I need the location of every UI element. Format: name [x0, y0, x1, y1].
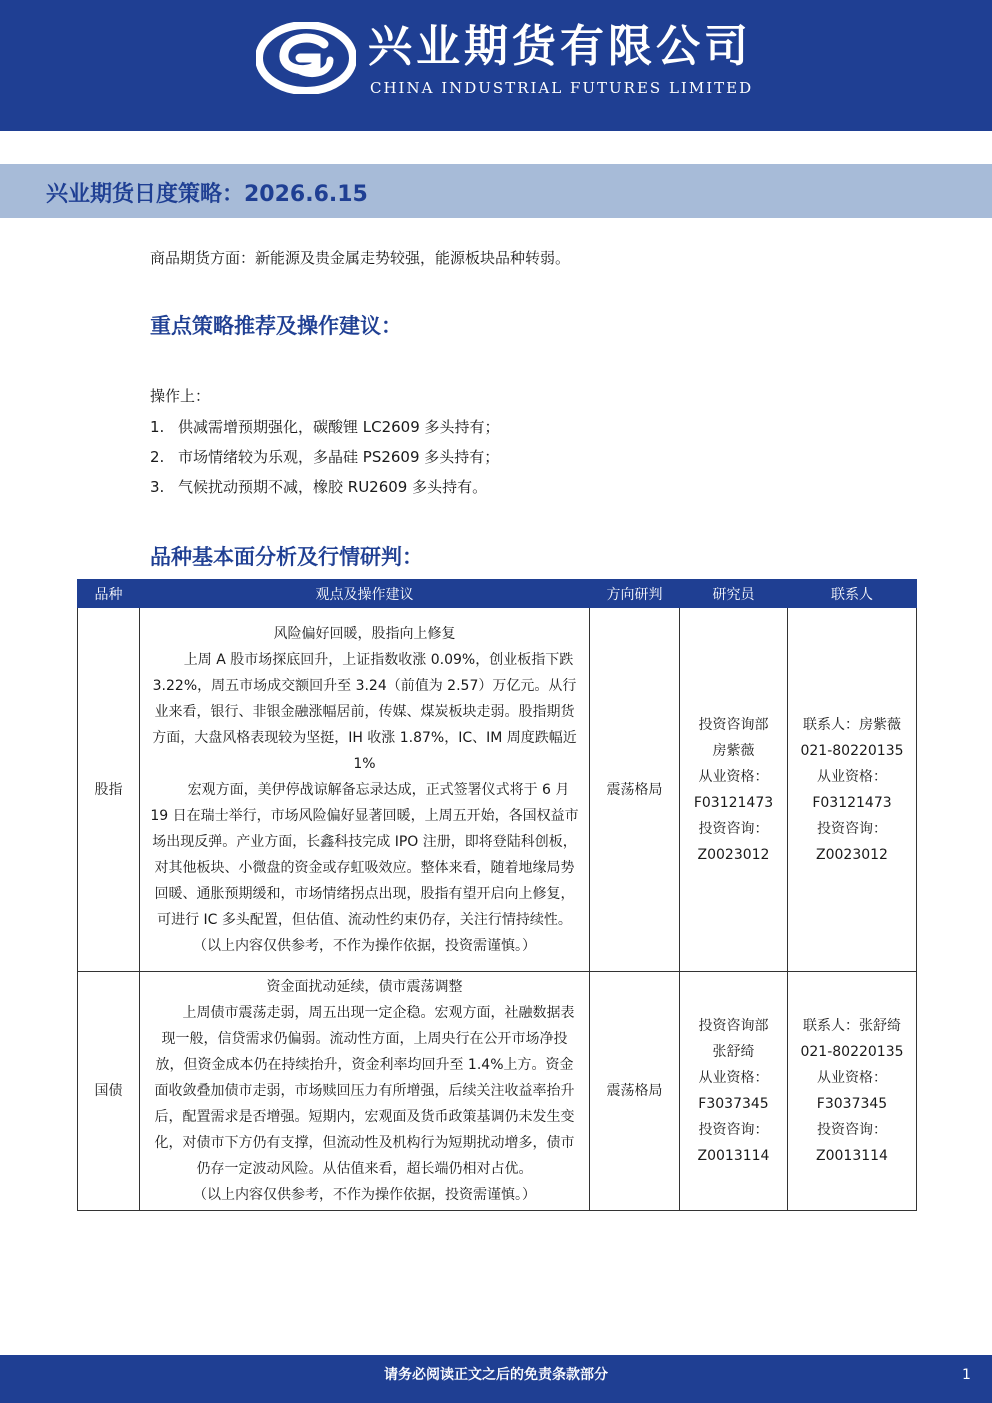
direction-cell: 震荡格局: [590, 972, 680, 1211]
footer-disclaimer: 请务必阅读正文之后的免责条款部分: [384, 1367, 608, 1383]
view-paragraph: 上周债市震荡走弱，周五出现一定企稳。宏观方面，社融数据表现一般，信贷需求仍偏弱。流动性方面，上周央行在公开市场净投放，但资金成本仍在持续抬升，资金利率均回升至 1.4%上方。资金面收敛叠加债市走弱，市场赎回压力有所增强，后续关注收益率抬升后，配置需求是否增强。短期内，宏观面及货币政策基调仍未发生变化，对债市下方仍有支撑，但流动性及机构行为短期扰动增多，债市仍存一定波动风险。从估值来看，超长端仍相对占优。: [154, 1005, 575, 1177]
brand-name-en: CHINA INDUSTRIAL FUTURES LIMITED: [370, 79, 754, 97]
contact-cell: 联系人：张舒绮 021-80220135 从业资格： F3037345 投资咨询： Z0013114: [788, 972, 917, 1211]
view-title: 资金面扰动延续，债市震荡调整: [266, 979, 463, 995]
column-header: 观点及操作建议: [140, 580, 590, 608]
page-number: 1: [962, 1367, 971, 1383]
researcher-cell: 投资咨询部 房紫薇 从业资格： F03121473 投资咨询： Z0023012: [680, 608, 788, 972]
page-title: 兴业期货日度策略：2026.6.15: [46, 182, 368, 207]
variety-cell: 国债: [78, 972, 140, 1211]
brand-name-cn: 兴业期货有限公司: [368, 21, 752, 72]
ops-list: [150, 412, 500, 502]
contact-cell: 联系人：房紫薇 021-80220135 从业资格： F03121473 投资咨询： Z0023012: [788, 608, 917, 972]
company-logo-icon: [256, 22, 356, 94]
table-row: [78, 972, 917, 1211]
disclaimer-note: （以上内容仅供参考，不作为操作依据，投资需谨慎。）: [193, 1187, 536, 1203]
column-header: 联系人: [788, 580, 917, 608]
table-header-row: [78, 580, 917, 608]
view-cell: [140, 972, 590, 1211]
view-paragraph: 上周 A 股市场探底回升，上证指数收涨 0.09%，创业板指下跌 3.22%，周五市场成交额回升至 3.24（前值为 2.57）万亿元。从行业来看，银行、非银金融涨幅居前，传媒、煤炭板块走弱。股指期货方面，大盘风格表现较为坚挺，IH 收涨 1.87%，IC、IM 周度跌幅近 1%: [152, 651, 577, 772]
section-heading-strategy: 重点策略推荐及操作建议：: [150, 314, 402, 338]
column-header: 研究员: [680, 580, 788, 608]
disclaimer-note: （以上内容仅供参考，不作为操作依据，投资需谨慎。）: [193, 937, 536, 954]
list-item: 1. 供减需增预期强化，碳酸锂 LC2609 多头持有；: [150, 418, 500, 436]
list-item: 2. 市场情绪较为乐观，多晶硅 PS2609 多头持有；: [150, 448, 500, 466]
column-header: 品种: [78, 580, 140, 608]
variety-cell: 股指: [78, 608, 140, 972]
view-title: 风险偏好回暖，股指向上修复: [273, 625, 456, 642]
section-heading-analysis: 品种基本面分析及行情研判：: [150, 545, 423, 569]
column-header: 方向研判: [590, 580, 680, 608]
view-paragraph: 宏观方面，美伊停战谅解备忘录达成，正式签署仪式将于 6 月 19 日在瑞士举行，市场风险偏好显著回暖，上周五开始，各国权益市场出现反弹。产业方面，长鑫科技完成 IPO 注册，即将登陆科创板，对其他板块、小微盘的资金或存虹吸效应。整体来看，随着地缘局势回暖、通胀预期缓和，市场情绪拐点出现，股指有望开启向上修复，可进行 IC 多头配置，但估值、流动性约束仍存，关注行情持续性。: [150, 781, 579, 928]
table-row: [78, 608, 917, 972]
ops-label: 操作上：: [150, 387, 211, 405]
analysis-table: [77, 579, 917, 1211]
list-item: 3. 气候扰动预期不减，橡胶 RU2609 多头持有。: [150, 478, 488, 496]
researcher-cell: 投资咨询部 张舒绮 从业资格： F3037345 投资咨询： Z0013114: [680, 972, 788, 1211]
view-cell: [140, 608, 590, 972]
intro-text: 商品期货方面：新能源及贵金属走势较强，能源板块品种转弱。: [150, 249, 571, 267]
direction-cell: 震荡格局: [590, 608, 680, 972]
